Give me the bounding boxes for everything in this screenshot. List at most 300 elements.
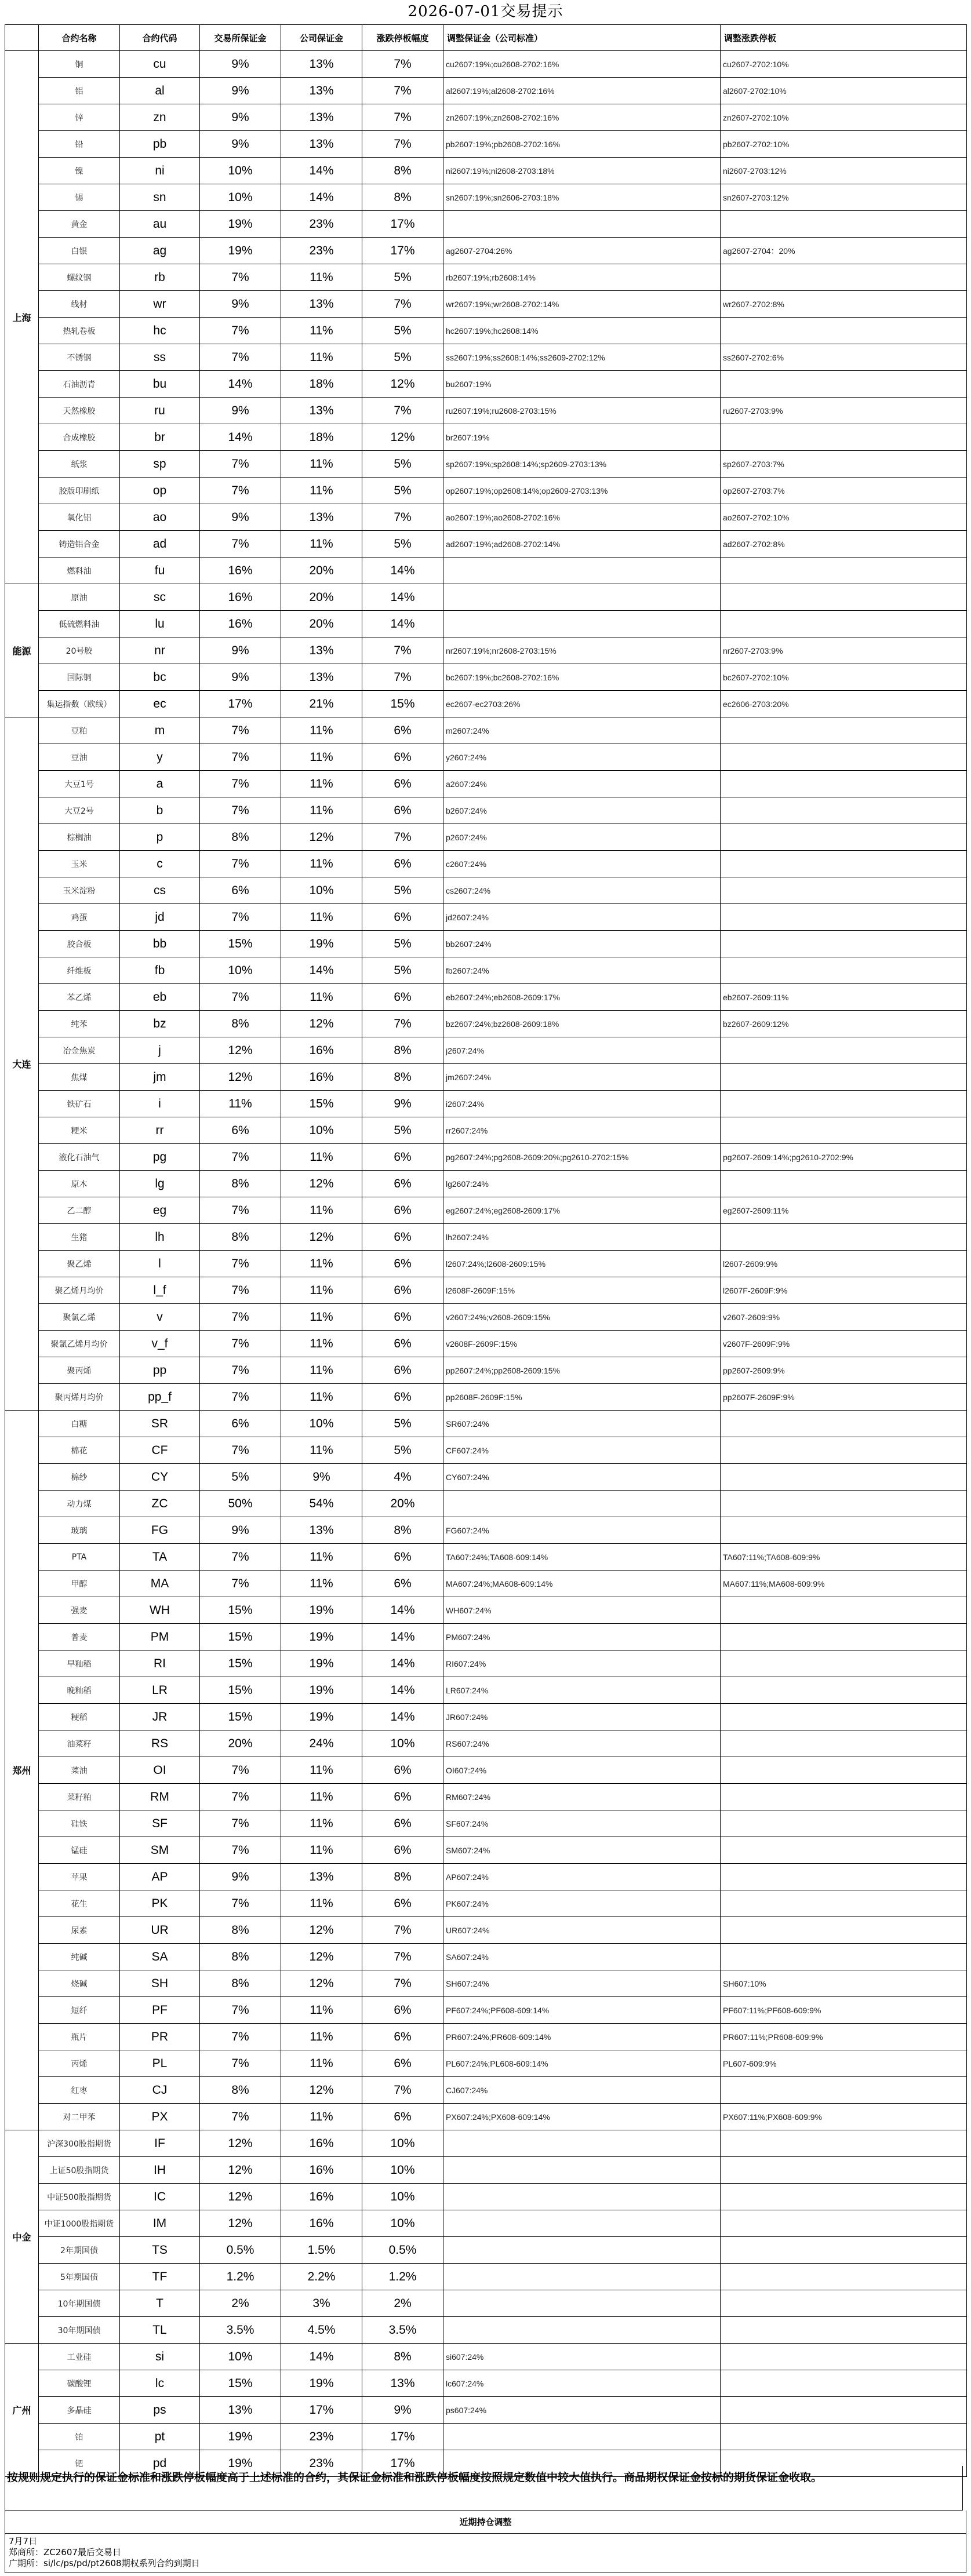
company-margin-cell: 11% (281, 1331, 362, 1357)
adjusted-limit-cell: TA607:11%;TA608-609:9% (721, 1544, 967, 1571)
exchange-margin-cell: 3.5% (200, 2317, 281, 2344)
adjusted-limit-cell: al2607-2702:10% (721, 78, 967, 104)
exchange-cell: 大连 (5, 717, 39, 1411)
contract-name-cell: 聚乙烯月均价 (39, 1277, 120, 1304)
company-margin-cell: 10% (281, 1117, 362, 1144)
price-limit-cell: 15% (362, 691, 443, 717)
adjusted-limit-cell (721, 744, 967, 771)
adjusted-limit-cell: pp2607-2609:9% (721, 1357, 967, 1384)
adjusted-margin-cell: ru2607:19%;ru2608-2703:15% (443, 398, 721, 424)
adjusted-limit-cell (721, 2237, 967, 2264)
adjusted-limit-cell: ru2607-2703:9% (721, 398, 967, 424)
exchange-margin-cell: 7% (200, 744, 281, 771)
adjusted-margin-cell: wr2607:19%;wr2608-2702:14% (443, 291, 721, 318)
price-limit-cell: 6% (362, 1171, 443, 1197)
contract-name-cell: 铁矿石 (39, 1091, 120, 1117)
price-limit-cell: 6% (362, 851, 443, 877)
company-margin-cell: 16% (281, 2210, 362, 2237)
company-margin-cell: 16% (281, 1037, 362, 1064)
table-row (5, 2397, 967, 2424)
contract-code-cell: ad (120, 531, 200, 558)
price-limit-cell: 6% (362, 1331, 443, 1357)
price-limit-cell: 4% (362, 1464, 443, 1491)
contract-code-cell: IH (120, 2157, 200, 2184)
exchange-margin-cell: 7% (200, 1837, 281, 1864)
price-limit-cell: 0.5% (362, 2237, 443, 2264)
exchange-margin-cell: 7% (200, 2050, 281, 2077)
table-row (5, 1650, 967, 1677)
company-margin-cell: 11% (281, 744, 362, 771)
exchange-margin-cell: 2% (200, 2290, 281, 2317)
table-row (5, 1011, 967, 1037)
adjusted-limit-cell: ao2607-2702:10% (721, 504, 967, 531)
adjusted-margin-cell: sn2607:19%;sn2606-2703:18% (443, 184, 721, 211)
price-limit-cell: 5% (362, 264, 443, 291)
company-margin-cell: 18% (281, 371, 362, 398)
price-limit-cell: 12% (362, 424, 443, 451)
contract-name-cell: 5年期国债 (39, 2264, 120, 2290)
company-margin-cell: 24% (281, 1730, 362, 1757)
adjusted-margin-cell: SA607:24% (443, 1944, 721, 1970)
adjusted-margin-cell (443, 2317, 721, 2344)
adjusted-limit-cell: SH607:10% (721, 1970, 967, 1997)
table-row (5, 1970, 967, 1997)
adjusted-margin-cell: bc2607:19%;bc2608-2702:16% (443, 664, 721, 691)
exchange-margin-cell: 7% (200, 1437, 281, 1464)
company-margin-cell: 19% (281, 931, 362, 957)
adjusted-limit-cell: l2607-2609:9% (721, 1251, 967, 1277)
exchange-margin-cell: 11% (200, 1091, 281, 1117)
exchange-margin-cell: 8% (200, 1944, 281, 1970)
company-margin-cell: 13% (281, 291, 362, 318)
adjusted-limit-cell: sp2607-2703:7% (721, 451, 967, 478)
table-row (5, 158, 967, 184)
adjusted-margin-cell: cs2607:24% (443, 877, 721, 904)
contract-name-cell: 动力煤 (39, 1491, 120, 1517)
table-row (5, 238, 967, 264)
price-limit-cell: 6% (362, 1277, 443, 1304)
exchange-margin-cell: 16% (200, 611, 281, 637)
table-row (5, 1784, 967, 1810)
price-limit-cell: 6% (362, 1757, 443, 1784)
table-row (5, 1917, 967, 1944)
contract-code-cell: UR (120, 1917, 200, 1944)
price-limit-cell: 6% (362, 1544, 443, 1571)
price-limit-cell: 8% (362, 1037, 443, 1064)
contract-code-cell: PF (120, 1997, 200, 2024)
company-margin-cell: 13% (281, 504, 362, 531)
adjusted-limit-cell (721, 2424, 967, 2450)
exchange-margin-cell: 7% (200, 717, 281, 744)
table-row (5, 1464, 967, 1491)
contract-code-cell: RS (120, 1730, 200, 1757)
contract-code-cell: wr (120, 291, 200, 318)
exchange-margin-cell: 16% (200, 584, 281, 611)
price-limit-cell: 14% (362, 1597, 443, 1624)
company-margin-cell: 23% (281, 2424, 362, 2450)
adjusted-limit-cell: cu2607-2702:10% (721, 51, 967, 78)
exchange-margin-cell: 6% (200, 1411, 281, 1437)
contract-code-cell: j (120, 1037, 200, 1064)
contract-name-cell: 棉纱 (39, 1464, 120, 1491)
contract-code-cell: SH (120, 1970, 200, 1997)
exchange-margin-cell: 7% (200, 1251, 281, 1277)
table-row (5, 1571, 967, 1597)
price-limit-cell: 5% (362, 877, 443, 904)
contract-name-cell: 聚丙烯月均价 (39, 1384, 120, 1411)
adjusted-margin-cell: p2607:24% (443, 824, 721, 851)
adjusted-limit-cell (721, 851, 967, 877)
table-row (5, 344, 967, 371)
contract-code-cell: sc (120, 584, 200, 611)
exchange-margin-cell: 0.5% (200, 2237, 281, 2264)
table-row (5, 1144, 967, 1171)
contract-code-cell: pg (120, 1144, 200, 1171)
contract-code-cell: PX (120, 2104, 200, 2130)
adjusted-limit-cell: eg2607-2609:11% (721, 1197, 967, 1224)
header-exchange (5, 25, 39, 51)
contract-code-cell: i (120, 1091, 200, 1117)
table-row (5, 2237, 967, 2264)
price-limit-cell: 5% (362, 344, 443, 371)
header-contract-code: 合约代码 (120, 25, 200, 51)
price-limit-cell: 6% (362, 904, 443, 931)
contract-name-cell: 花生 (39, 1890, 120, 1917)
table-row (5, 1624, 967, 1650)
contract-name-cell: 早籼稻 (39, 1650, 120, 1677)
exchange-margin-cell: 7% (200, 2024, 281, 2050)
contract-code-cell: c (120, 851, 200, 877)
adjusted-margin-cell: j2607:24% (443, 1037, 721, 1064)
adjusted-margin-cell: lh2607:24% (443, 1224, 721, 1251)
adjusted-margin-cell: bb2607:24% (443, 931, 721, 957)
table-row (5, 2184, 967, 2210)
exchange-margin-cell: 7% (200, 478, 281, 504)
adjusted-limit-cell (721, 1704, 967, 1730)
adjusted-margin-cell: b2607:24% (443, 797, 721, 824)
adjusted-margin-cell: CF607:24% (443, 1437, 721, 1464)
adjusted-margin-cell: SM607:24% (443, 1837, 721, 1864)
contract-name-cell: 乙二醇 (39, 1197, 120, 1224)
contract-name-cell: 硅铁 (39, 1810, 120, 1837)
adjusted-margin-cell: m2607:24% (443, 717, 721, 744)
contract-code-cell: IF (120, 2130, 200, 2157)
adjusted-limit-cell (721, 1597, 967, 1624)
adjusted-margin-cell: RI607:24% (443, 1650, 721, 1677)
adjusted-margin-cell: SH607:24% (443, 1970, 721, 1997)
adjusted-limit-cell (721, 1890, 967, 1917)
table-row (5, 2290, 967, 2317)
adjusted-limit-cell (721, 1464, 967, 1491)
exchange-margin-cell: 7% (200, 1304, 281, 1331)
company-margin-cell: 11% (281, 1571, 362, 1597)
adjusted-margin-cell: a2607:24% (443, 771, 721, 797)
adjusted-limit-cell: pb2607-2702:10% (721, 131, 967, 158)
table-row (5, 2024, 967, 2050)
table-row (5, 851, 967, 877)
price-limit-cell: 7% (362, 1011, 443, 1037)
company-margin-cell: 11% (281, 264, 362, 291)
contract-code-cell: RM (120, 1784, 200, 1810)
table-row (5, 1517, 967, 1544)
adjusted-margin-cell: pp2607:24%;pp2608-2609:15% (443, 1357, 721, 1384)
table-row (5, 1224, 967, 1251)
contract-name-cell: 集运指数（欧线） (39, 691, 120, 717)
adjusted-margin-cell: jd2607:24% (443, 904, 721, 931)
price-limit-cell: 17% (362, 238, 443, 264)
contract-code-cell: PM (120, 1624, 200, 1650)
adjusted-margin-cell (443, 584, 721, 611)
table-row (5, 2344, 967, 2370)
exchange-margin-cell: 1.2% (200, 2264, 281, 2290)
price-limit-cell: 8% (362, 1064, 443, 1091)
table-row (5, 691, 967, 717)
adjusted-margin-cell: bu2607:19% (443, 371, 721, 398)
adjusted-limit-cell (721, 957, 967, 984)
contract-name-cell: 中证1000股指期货 (39, 2210, 120, 2237)
adjusted-limit-cell (721, 1864, 967, 1890)
price-limit-cell: 7% (362, 1944, 443, 1970)
exchange-margin-cell: 7% (200, 1997, 281, 2024)
company-margin-cell: 11% (281, 851, 362, 877)
exchange-margin-cell: 7% (200, 984, 281, 1011)
company-margin-cell: 14% (281, 184, 362, 211)
contract-code-cell: sn (120, 184, 200, 211)
exchange-margin-cell: 7% (200, 1890, 281, 1917)
exchange-margin-cell: 7% (200, 344, 281, 371)
table-row (5, 2157, 967, 2184)
company-margin-cell: 11% (281, 1197, 362, 1224)
adjusted-margin-cell: ec2607-ec2703:26% (443, 691, 721, 717)
footnote: 按规则规定执行的保证金标准和涨跌停板幅度高于上述标准的合约，其保证金标准和涨跌停板幅度按照规定数值中较大值执行。商品期权保证金按标的期货保证金收取。 (5, 2466, 963, 2511)
adjusted-limit-cell (721, 1411, 967, 1437)
contract-code-cell: ag (120, 238, 200, 264)
contract-name-cell: 尿素 (39, 1917, 120, 1944)
price-limit-cell: 14% (362, 1704, 443, 1730)
exchange-margin-cell: 8% (200, 1224, 281, 1251)
table-row (5, 1544, 967, 1571)
company-margin-cell: 11% (281, 1144, 362, 1171)
contract-code-cell: IM (120, 2210, 200, 2237)
company-margin-cell: 18% (281, 424, 362, 451)
price-limit-cell: 10% (362, 2157, 443, 2184)
adjusted-margin-cell: eb2607:24%;eb2608-2609:17% (443, 984, 721, 1011)
table-row (5, 1491, 967, 1517)
adjusted-limit-cell (721, 824, 967, 851)
contract-code-cell: T (120, 2290, 200, 2317)
adjusted-limit-cell: l2607F-2609F:9% (721, 1277, 967, 1304)
exchange-margin-cell: 12% (200, 2210, 281, 2237)
contract-name-cell: 甲醇 (39, 1571, 120, 1597)
contract-name-cell: 豆油 (39, 744, 120, 771)
price-limit-cell: 5% (362, 451, 443, 478)
contract-code-cell: sp (120, 451, 200, 478)
exchange-margin-cell: 19% (200, 211, 281, 238)
exchange-margin-cell: 7% (200, 1571, 281, 1597)
exchange-margin-cell: 7% (200, 531, 281, 558)
contract-name-cell: 豆粕 (39, 717, 120, 744)
adjusted-margin-cell: br2607:19% (443, 424, 721, 451)
adjusted-limit-cell (721, 1837, 967, 1864)
contract-code-cell: fb (120, 957, 200, 984)
exchange-margin-cell: 7% (200, 1277, 281, 1304)
adjusted-margin-cell: CJ607:24% (443, 2077, 721, 2104)
exchange-margin-cell: 15% (200, 1704, 281, 1730)
adjusted-limit-cell (721, 2317, 967, 2344)
adjusted-limit-cell: bz2607-2609:12% (721, 1011, 967, 1037)
price-limit-cell: 14% (362, 584, 443, 611)
contract-name-cell: 低硫燃料油 (39, 611, 120, 637)
price-limit-cell: 6% (362, 984, 443, 1011)
price-limit-cell: 6% (362, 1384, 443, 1411)
company-margin-cell: 3% (281, 2290, 362, 2317)
company-margin-cell: 11% (281, 451, 362, 478)
contract-name-cell: 纤维板 (39, 957, 120, 984)
contract-code-cell: cs (120, 877, 200, 904)
company-margin-cell: 13% (281, 1517, 362, 1544)
table-row (5, 1251, 967, 1277)
exchange-margin-cell: 17% (200, 691, 281, 717)
exchange-margin-cell: 9% (200, 637, 281, 664)
table-row (5, 1757, 967, 1784)
adjusted-limit-cell (721, 2264, 967, 2290)
table-row (5, 2210, 967, 2237)
adjusted-limit-cell (721, 1517, 967, 1544)
contract-code-cell: si (120, 2344, 200, 2370)
adjusted-margin-cell (443, 2424, 721, 2450)
company-margin-cell: 19% (281, 1650, 362, 1677)
company-margin-cell: 16% (281, 1064, 362, 1091)
contract-name-cell: 棕榈油 (39, 824, 120, 851)
adjusted-limit-cell (721, 1091, 967, 1117)
adjusted-margin-cell: lc607:24% (443, 2370, 721, 2397)
contract-code-cell: AP (120, 1864, 200, 1890)
adjusted-margin-cell: PL607:24%;PL608-609:14% (443, 2050, 721, 2077)
adjusted-margin-cell: SR607:24% (443, 1411, 721, 1437)
company-margin-cell: 16% (281, 2184, 362, 2210)
contract-code-cell: LR (120, 1677, 200, 1704)
price-limit-cell: 5% (362, 957, 443, 984)
contract-code-cell: l_f (120, 1277, 200, 1304)
table-body (5, 51, 967, 2477)
price-limit-cell: 14% (362, 1624, 443, 1650)
company-margin-cell: 19% (281, 2370, 362, 2397)
price-limit-cell: 5% (362, 1411, 443, 1437)
adjusted-margin-cell: SF607:24% (443, 1810, 721, 1837)
exchange-margin-cell: 6% (200, 877, 281, 904)
contract-code-cell: TL (120, 2317, 200, 2344)
price-limit-cell: 12% (362, 371, 443, 398)
price-limit-cell: 6% (362, 1197, 443, 1224)
contract-code-cell: SR (120, 1411, 200, 1437)
contract-code-cell: al (120, 78, 200, 104)
price-limit-cell: 6% (362, 744, 443, 771)
contract-code-cell: v (120, 1304, 200, 1331)
table-row (5, 744, 967, 771)
adjusted-limit-cell (721, 1224, 967, 1251)
exchange-margin-cell: 8% (200, 824, 281, 851)
table-row (5, 1277, 967, 1304)
adjusted-margin-cell: RS607:24% (443, 1730, 721, 1757)
adjusted-margin-cell (443, 1491, 721, 1517)
adjusted-margin-cell: cu2607:19%;cu2608-2702:16% (443, 51, 721, 78)
adjusted-limit-cell (721, 1171, 967, 1197)
table-row (5, 584, 967, 611)
adjusted-margin-cell: zn2607:19%;zn2608-2702:16% (443, 104, 721, 131)
adjusted-margin-cell (443, 558, 721, 584)
table-row (5, 424, 967, 451)
contract-name-cell: 纯碱 (39, 1944, 120, 1970)
contract-code-cell: au (120, 211, 200, 238)
adjusted-margin-cell (443, 2290, 721, 2317)
exchange-margin-cell: 7% (200, 1384, 281, 1411)
company-margin-cell: 11% (281, 1357, 362, 1384)
contract-code-cell: TF (120, 2264, 200, 2290)
exchange-margin-cell: 6% (200, 1117, 281, 1144)
company-margin-cell: 20% (281, 584, 362, 611)
contract-name-cell: 多晶硅 (39, 2397, 120, 2424)
contract-name-cell: 粳稻 (39, 1704, 120, 1730)
contract-name-cell: PTA (39, 1544, 120, 1571)
header-adjusted-margin: 调整保证金（公司标准） (443, 25, 721, 51)
exchange-margin-cell: 7% (200, 1331, 281, 1357)
company-margin-cell: 16% (281, 2157, 362, 2184)
company-margin-cell: 23% (281, 211, 362, 238)
contract-code-cell: FG (120, 1517, 200, 1544)
adjusted-margin-cell: jm2607:24% (443, 1064, 721, 1091)
company-margin-cell: 13% (281, 1864, 362, 1890)
company-margin-cell: 19% (281, 1677, 362, 1704)
adjusted-margin-cell: op2607:19%;op2608:14%;op2609-2703:13% (443, 478, 721, 504)
adjusted-margin-cell: OI607:24% (443, 1757, 721, 1784)
contract-code-cell: lc (120, 2370, 200, 2397)
contract-name-cell: 热轧卷板 (39, 318, 120, 344)
exchange-margin-cell: 15% (200, 931, 281, 957)
adjusted-limit-cell (721, 1757, 967, 1784)
contract-name-cell: 油菜籽 (39, 1730, 120, 1757)
contract-code-cell: CY (120, 1464, 200, 1491)
table-row (5, 131, 967, 158)
table-row (5, 1944, 967, 1970)
adjusted-limit-cell: wr2607-2702:8% (721, 291, 967, 318)
adjusted-margin-cell: l2607:24%;l2608-2609:15% (443, 1251, 721, 1277)
contract-code-cell: rb (120, 264, 200, 291)
price-limit-cell: 20% (362, 1491, 443, 1517)
exchange-margin-cell: 19% (200, 2450, 281, 2477)
margin-table (5, 24, 967, 2477)
price-limit-cell: 6% (362, 1784, 443, 1810)
adjusted-limit-cell (721, 584, 967, 611)
table-row (5, 1384, 967, 1411)
price-limit-cell: 7% (362, 51, 443, 78)
contract-name-cell: 白糖 (39, 1411, 120, 1437)
table-row (5, 637, 967, 664)
contract-code-cell: v_f (120, 1331, 200, 1357)
adjusted-limit-cell (721, 1730, 967, 1757)
adjusted-limit-cell: PL607-609:9% (721, 2050, 967, 2077)
exchange-margin-cell: 7% (200, 1544, 281, 1571)
contract-name-cell: 国际铜 (39, 664, 120, 691)
contract-code-cell: PL (120, 2050, 200, 2077)
adjusted-margin-cell: bz2607:24%;bz2608-2609:18% (443, 1011, 721, 1037)
company-margin-cell: 13% (281, 637, 362, 664)
price-limit-cell: 10% (362, 2130, 443, 2157)
contract-code-cell: SA (120, 1944, 200, 1970)
adjusted-margin-cell: c2607:24% (443, 851, 721, 877)
contract-name-cell: 中证500股指期货 (39, 2184, 120, 2210)
contract-name-cell: 冶金焦炭 (39, 1037, 120, 1064)
adjusted-margin-cell: y2607:24% (443, 744, 721, 771)
